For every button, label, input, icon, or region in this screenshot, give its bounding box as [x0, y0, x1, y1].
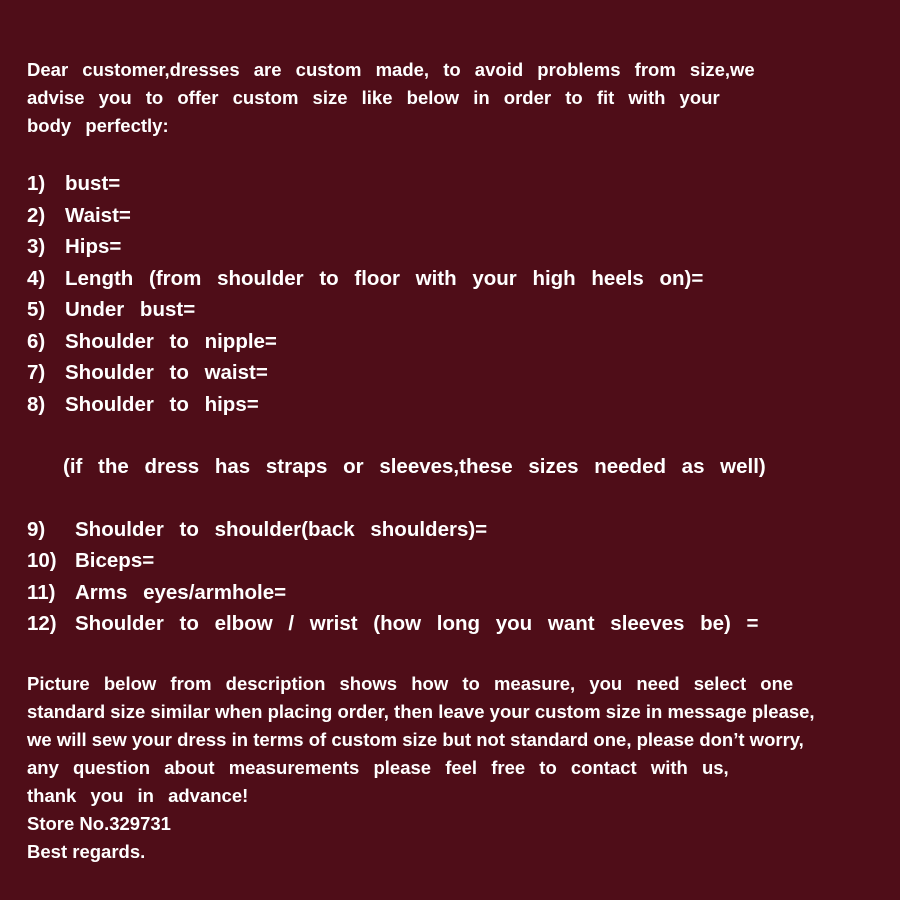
item-number: 3): [27, 235, 46, 258]
intro-line: body perfectly:: [27, 115, 169, 136]
store-number: Store No.329731: [27, 812, 171, 834]
measurement-item: [27, 357, 900, 389]
outro-paragraph: [27, 670, 900, 866]
item-label: Shoulder to shoulder(back shoulders)=: [75, 517, 488, 541]
item-label: Shoulder to nipple=: [65, 329, 277, 353]
item-number: 5): [27, 298, 46, 321]
item-number: 2): [27, 203, 46, 227]
item-label: Shoulder to elbow / wrist (how long you want sleeves be) =: [75, 612, 759, 635]
intro-paragraph: [27, 56, 900, 140]
item-number: 11): [27, 580, 56, 604]
straps-sleeves-note: (if the dress has straps or sleeves,these sizes needed as well): [63, 455, 766, 478]
intro-line: advise you to offer custom size like below in order to fit with your: [27, 87, 720, 108]
item-number: 6): [27, 329, 46, 353]
measurement-item: [27, 514, 900, 546]
measurement-item: [27, 168, 900, 200]
item-number: 9): [27, 517, 46, 541]
item-label: Shoulder to hips=: [65, 392, 259, 416]
measurement-item: [27, 326, 900, 358]
measurement-item: [27, 200, 900, 232]
item-label: Under bust=: [65, 298, 196, 321]
outro-line: any question about measurements please feel free to contact with us,: [27, 756, 729, 778]
measurement-item: [27, 577, 900, 609]
item-number: 4): [27, 266, 46, 290]
intro-line: Dear customer,dresses are custom made, to avoid problems from size,we: [27, 59, 755, 80]
item-number: 1): [27, 172, 46, 195]
item-label: Arms eyes/armhole=: [75, 580, 287, 604]
measurement-item: [27, 389, 900, 421]
item-label: Biceps=: [75, 549, 155, 572]
item-label: Hips=: [65, 235, 122, 258]
item-number: 12): [27, 612, 57, 635]
outro-line: we will sew your dress in terms of custom size but not standard one, please don’t worry,: [27, 728, 804, 750]
outro-line: Picture below from description shows how to measure, you need select one: [27, 672, 794, 694]
item-number: 7): [27, 361, 46, 384]
outro-line: thank you in advance!: [27, 784, 249, 806]
item-number: 8): [27, 392, 46, 416]
item-label: Length (from shoulder to floor with your high heels on)=: [65, 266, 704, 290]
item-number: 10): [27, 549, 57, 572]
measurement-list-sleeves: [27, 514, 900, 640]
measurement-item: [27, 608, 900, 640]
measurement-item: [27, 231, 900, 263]
item-label: Shoulder to waist=: [65, 361, 268, 384]
item-label: Waist=: [65, 203, 131, 227]
measurement-list-basic: [27, 168, 900, 420]
measurement-item: [27, 294, 900, 326]
outro-line: standard size similar when placing order, then leave your custom size in message please,: [27, 700, 815, 722]
item-label: bust=: [65, 172, 121, 195]
sign-off: Best regards.: [27, 840, 146, 862]
measurement-item: [27, 263, 900, 295]
measurement-item: [27, 545, 900, 577]
